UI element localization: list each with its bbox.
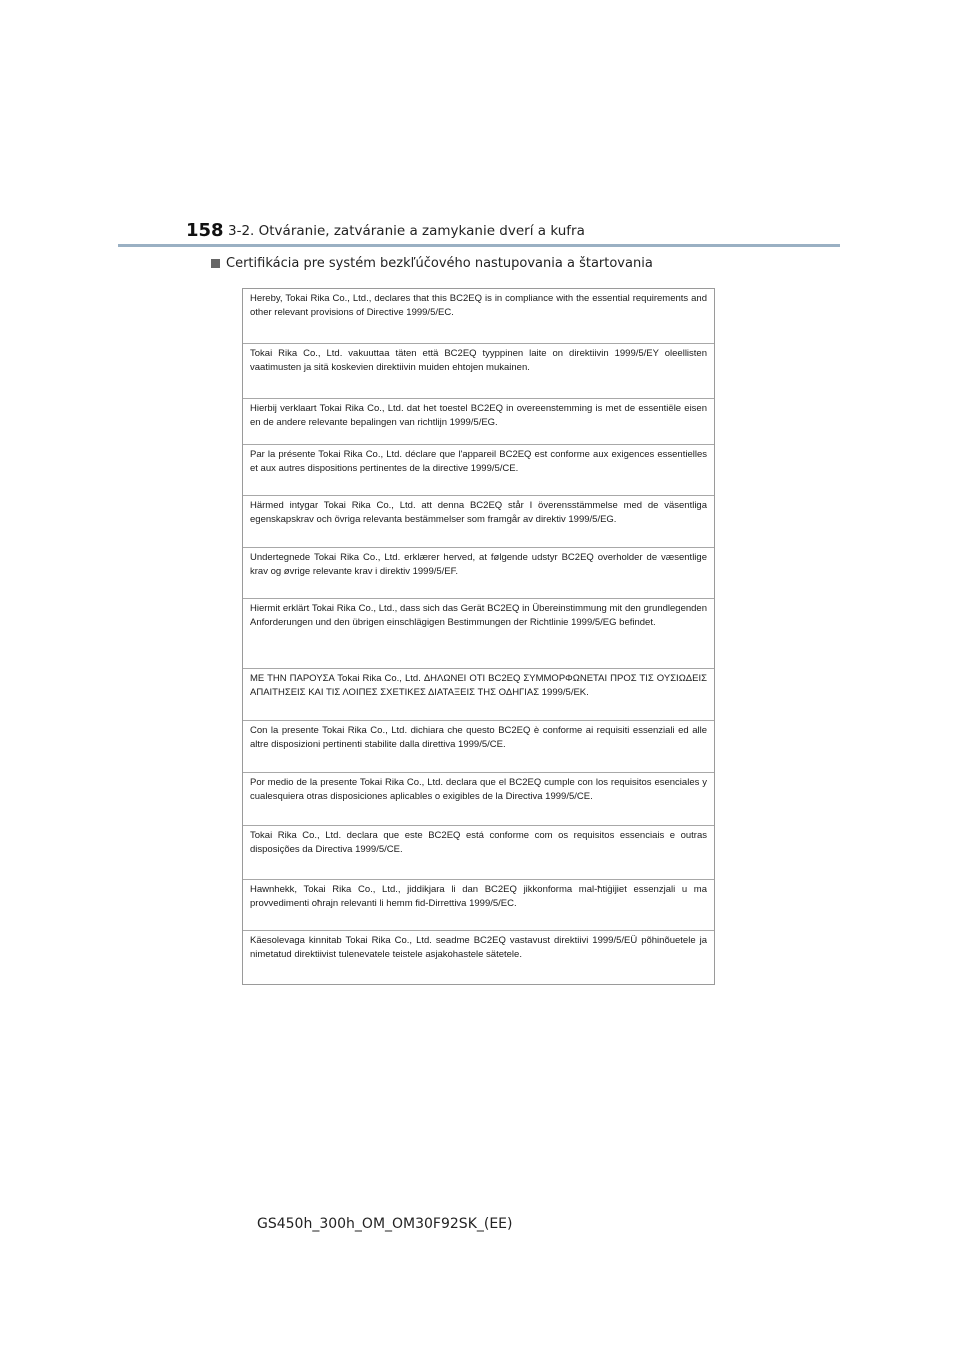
declaration-it: Con la presente Tokai Rika Co., Ltd. dichiara che questo BC2EQ è conforme ai requisiti essenziali ed alle altre disposizioni pertinenti stabilite dalla direttiva 1999/5/CE. [243, 721, 714, 773]
declaration-table [242, 288, 715, 985]
header-divider [118, 244, 840, 247]
declaration-en: Hereby, Tokai Rika Co., Ltd., declares that this BC2EQ is in compliance with the essential requirements and other relevant provisions of Directive 1999/5/EC. [243, 289, 714, 344]
subheading [211, 256, 653, 271]
declaration-de: Hiermit erklärt Tokai Rika Co., Ltd., dass sich das Gerät BC2EQ in Übereinstimmung mit den grundlegenden Anforderungen und den übrigen einschlägigen Bestimmungen der Richtlinie 1999/5/EG befindet. [243, 599, 714, 669]
declaration-fr: Par la présente Tokai Rika Co., Ltd. déclare que l'appareil BC2EQ est conforme aux exigences essentielles et aux autres dispositions pertinentes de la directive 1999/5/CE. [243, 445, 714, 496]
subheading-text: Certifikácia pre systém bezkľúčového nastupovania a štartovania [226, 256, 653, 271]
section-title: 3-2. Otváranie, zatváranie a zamykanie dverí a kufra [228, 223, 585, 239]
declaration-fi: Tokai Rika Co., Ltd. vakuuttaa täten että BC2EQ tyyppinen laite on direktiivin 1999/5/EY oleellisten vaatimusten ja sitä koskevien direktiivin muiden ehtojen mukainen. [243, 344, 714, 399]
square-bullet-icon [211, 259, 220, 268]
document-code: GS450h_300h_OM_OM30F92SK_(EE) [257, 1216, 513, 1232]
declaration-sv: Härmed intygar Tokai Rika Co., Ltd. att denna BC2EQ står I överensstämmelse med de väsentliga egenskapskrav och övriga relevanta bestämmelser som framgår av direktiv 1999/5/EG. [243, 496, 714, 548]
declaration-et: Käesolevaga kinnitab Tokai Rika Co., Ltd. seadme BC2EQ vastavust direktiivi 1999/5/EÜ põhinõuetele ja nimetatud direktiivist tulenevatele teistele asjakohastele sätetele. [250, 935, 707, 960]
page-header [186, 218, 838, 246]
declaration-pt: Tokai Rika Co., Ltd. declara que este BC2EQ está conforme com os requisitos essenciais e outras disposições da Directiva 1999/5/CE. [243, 826, 714, 880]
declaration-es: Por medio de la presente Tokai Rika Co., Ltd. declara que el BC2EQ cumple con los requisitos esenciales y cualesquiera otras disposiciones aplicables o exigibles de la Directiva 1999/5/CE. [243, 773, 714, 826]
declaration-mt: Hawnhekk, Tokai Rika Co., Ltd., jiddikjara li dan BC2EQ jikkonforma mal-ħtiġijiet essenzjali u ma provvedimenti oħrajn relevanti li hemm fid-Dirrettiva 1999/5/EC. [243, 880, 714, 931]
declaration-el: ΜΕ ΤΗΝ ΠΑΡΟΥΣΑ Tokai Rika Co., Ltd. ΔΗΛΩΝΕΙ ΟΤΙ BC2EQ ΣΥΜΜΟΡΦΩΝΕΤΑΙ ΠΡΟΣ ΤΙΣ ΟΥΣΙΩΔΕΙΣ ΑΠΑΙΤΗΣΕΙΣ ΚΑΙ ΤΙΣ ΛΟΙΠΕΣ ΣΧΕΤΙΚΕΣ ΔΙΑΤΑΞΕΙΣ ΤΗΣ ΟΔΗΓΙΑΣ 1999/5/ΕΚ. [243, 669, 714, 721]
page-number: 158 [186, 220, 224, 241]
declaration-nl: Hierbij verklaart Tokai Rika Co., Ltd. dat het toestel BC2EQ in overeenstemming is met de essentiële eisen en de andere relevante bepalingen van richtlijn 1999/5/EG. [243, 399, 714, 445]
declaration-da: Undertegnede Tokai Rika Co., Ltd. erklærer herved, at følgende udstyr BC2EQ overholder de væsentlige krav og øvrige relevante krav i direktiv 1999/5/EF. [243, 548, 714, 599]
